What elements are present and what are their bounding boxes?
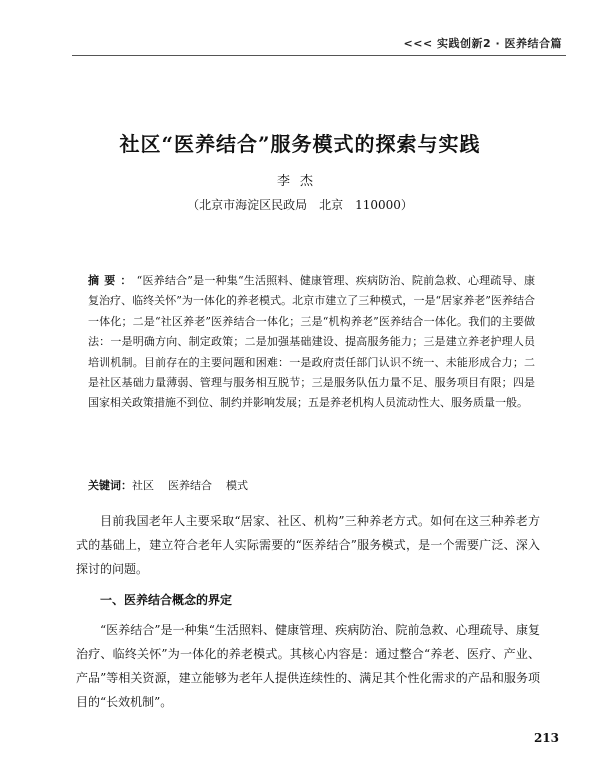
author-name: 李杰 <box>276 174 323 189</box>
abstract-label: 摘要： <box>88 274 137 287</box>
keyword: 模式 <box>226 479 248 492</box>
keyword: 医养结合 <box>168 479 212 492</box>
page-number: 213 <box>533 731 559 745</box>
intro-paragraph: 目前我国老年人主要采取“居家、社区、机构”三种养老方式。如何在这三种养老方式的基础上，建立符合老年人实际需要的“医养结合”服务模式，是一个需要广泛、深入探讨的问题。 <box>76 514 540 576</box>
header-rule <box>72 55 566 56</box>
keyword: 社区 <box>132 479 154 492</box>
keywords-label: 关键词： <box>88 479 132 492</box>
article-title: 社区“医养结合”服务模式的探索与实践 <box>119 132 481 156</box>
abstract <box>88 271 535 414</box>
author-affiliation: （北京市海淀区民政局 北京 110000） <box>187 198 413 212</box>
running-header: <<< 实践创新2 · 医养结合篇 <box>403 37 562 50</box>
definition-paragraph: “医养结合”是一种集“生活照料、健康管理、疾病防治、院前急救、心理疏导、康复治疗、临终关怀”为一体化的养老模式。其核心内容是：通过整合“养老、医疗、产业、产品”等相关资源，建立能够为老年人提供连续性的、满足其个性化需求的产品和服务项目的“长效机制”。 <box>76 623 540 709</box>
keywords <box>88 477 535 495</box>
abstract-text: “医养结合”是一种集“生活照料、健康管理、疾病防治、院前急救、心理疏导、康复治疗、临终关怀”为一体化的养老模式。北京市建立了三种模式，一是“居家养老”医养结合一体化；二是“社区养老”医养结合一体化；三是“机构养老”医养结合一体化。我们的主要做法：一是明确方向、制定政策；二是加强基础建设、提高服务能力；三是建立养老护理人员培训机制。目前存在的主要问题和困难：一是政府责任部门认识不统一、未能形成合力；二是社区基础力量薄弱、管理与服务相互脱节；三是服务队伍力量不足、服务项目有限；四是国家相关政策措施不到位、制约并影响发展；五是养老机构人员流动性大、服务质量一般。 <box>88 274 535 410</box>
section-heading: 一、医养结合概念的界定 <box>100 593 233 607</box>
